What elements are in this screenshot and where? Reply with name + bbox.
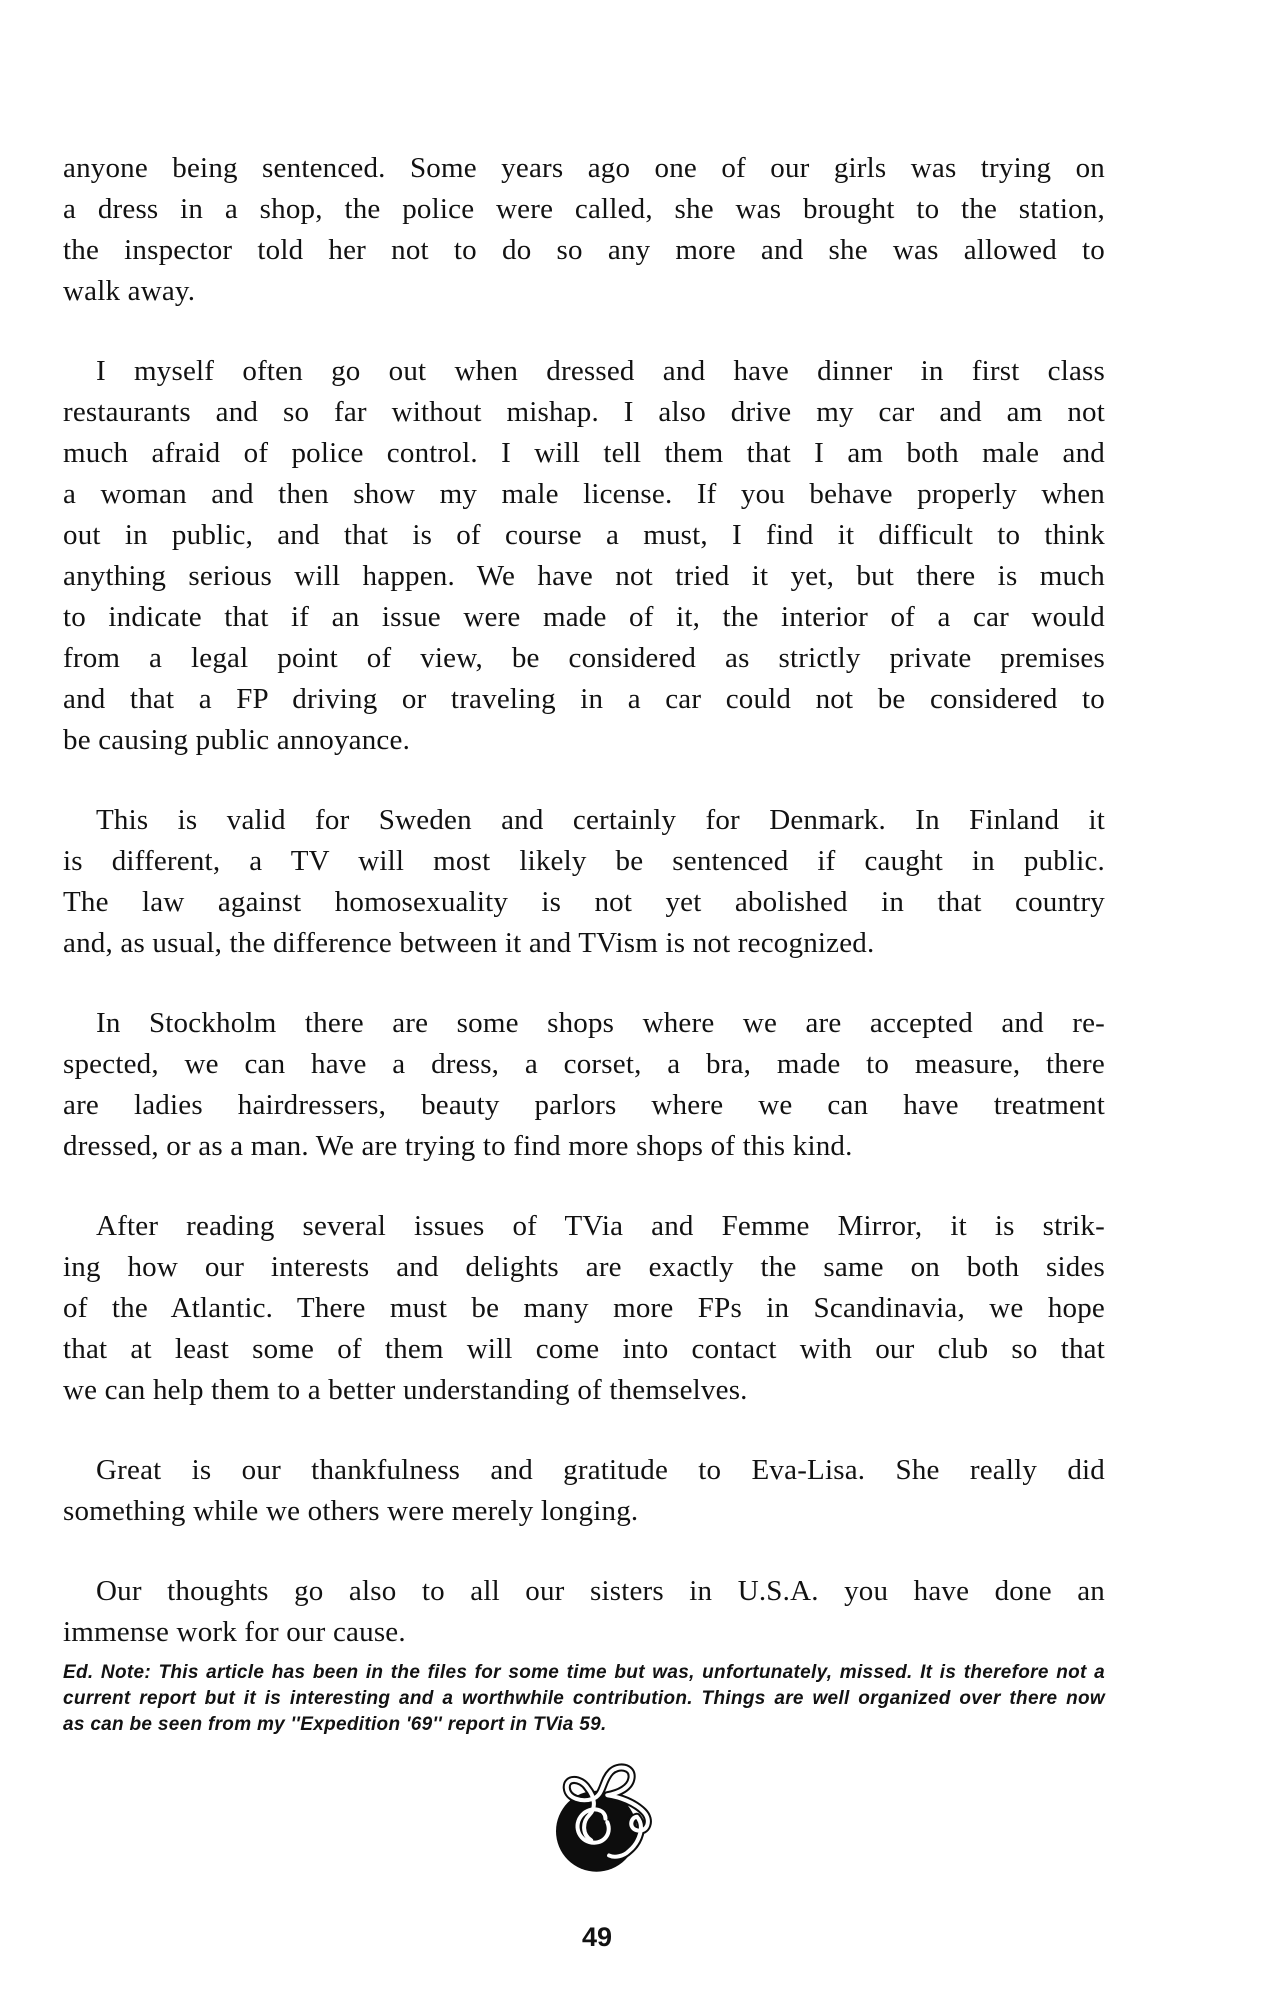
text-line: current report but it is interesting and a worthwhile contribution. Things are well organized over there now [63, 1688, 1105, 1709]
page-footer-logo [538, 1752, 673, 1887]
text-line: is different, a TV will most likely be sentenced if caught in public. [63, 845, 1105, 877]
text-line: The law against homosexuality is not yet abolished in that country [63, 886, 1105, 918]
text-line: I myself often go out when dressed and have dinner in first class [96, 355, 1105, 387]
text-line: from a legal point of view, be considered as strictly private premises [63, 642, 1105, 674]
text-line: walk away. [63, 275, 196, 307]
text-line: anyone being sentenced. Some years ago one of our girls was trying on [63, 152, 1105, 184]
text-line: be causing public annoyance. [63, 724, 411, 756]
text-line: anything serious will happen. We have not tried it yet, but there is much [63, 560, 1105, 592]
text-line: In Stockholm there are some shops where we are accepted and re- [96, 1007, 1105, 1039]
text-line: of the Atlantic. There must be many more FPs in Scandinavia, we hope [63, 1292, 1105, 1324]
text-line: something while we others were merely longing. [63, 1495, 639, 1527]
text-line: and, as usual, the difference between it and TVism is not recognized. [63, 927, 875, 959]
article-body [63, 148, 1105, 1653]
text-line: restaurants and so far without mishap. I also drive my car and am not [63, 396, 1105, 428]
paragraph [63, 351, 1105, 761]
text-line: a dress in a shop, the police were called, she was brought to the station, [63, 193, 1105, 225]
text-line: and that a FP driving or traveling in a car could not be considered to [63, 683, 1105, 715]
paragraph [63, 1206, 1105, 1411]
text-line: the inspector told her not to do so any more and she was allowed to [63, 234, 1105, 266]
text-line: This is valid for Sweden and certainly for Denmark. In Finland it [96, 804, 1105, 836]
page-number: 49 [581, 1922, 613, 1952]
paragraph [63, 1003, 1105, 1167]
text-line: dressed, or as a man. We are trying to find more shops of this kind. [63, 1130, 853, 1162]
text-line: out in public, and that is of course a must, I find it difficult to think [63, 519, 1105, 551]
text-line: a woman and then show my male license. If you behave properly when [63, 478, 1105, 510]
paragraph [63, 148, 1105, 312]
editor-note [63, 1660, 1105, 1738]
text-line: Our thoughts go also to all our sisters in U.S.A. you have done an [96, 1575, 1105, 1607]
flower-doodle-logo [538, 1752, 673, 1887]
text-line: much afraid of police control. I will tell them that I am both male and [63, 437, 1105, 469]
text-line: to indicate that if an issue were made of it, the interior of a car would [63, 601, 1105, 633]
text-line: ing how our interests and delights are exactly the same on both sides [63, 1251, 1105, 1283]
text-line: we can help them to a better understanding of themselves. [63, 1374, 748, 1406]
text-line: After reading several issues of TVia and Femme Mirror, it is strik- [96, 1210, 1105, 1242]
text-line: are ladies hairdressers, beauty parlors where we can have treatment [63, 1089, 1105, 1121]
text-line: as can be seen from my ''Expedition '69'' report in TVia 59. [63, 1714, 607, 1735]
paragraph [63, 800, 1105, 964]
paragraph [63, 1450, 1105, 1532]
paragraph [63, 1571, 1105, 1653]
text-line: Great is our thankfulness and gratitude to Eva-Lisa. She really did [96, 1454, 1105, 1486]
text-line: immense work for our cause. [63, 1616, 406, 1648]
text-line: spected, we can have a dress, a corset, a bra, made to measure, there [63, 1048, 1105, 1080]
text-line: Ed. Note: This article has been in the files for some time but was, unfortunately, missed. It is therefore not a [63, 1662, 1105, 1683]
text-line: that at least some of them will come into contact with our club so that [63, 1333, 1105, 1365]
